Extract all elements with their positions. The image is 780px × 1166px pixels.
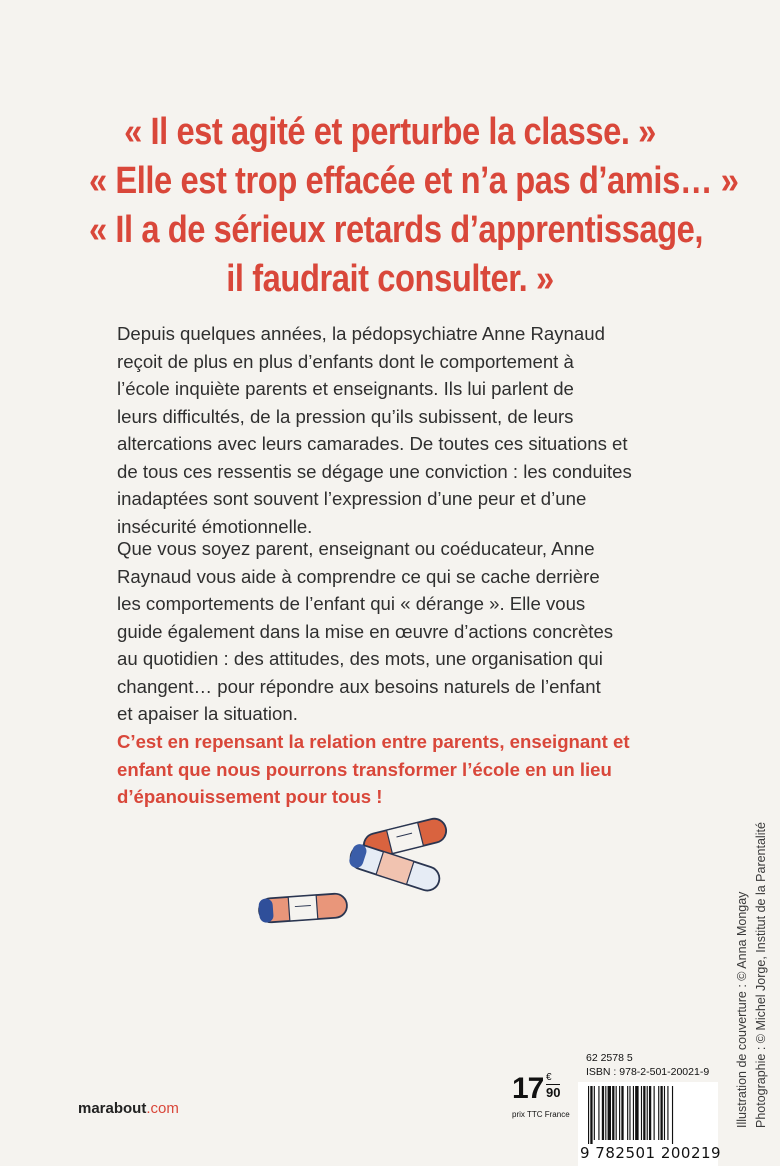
price-note: prix TTC France: [512, 1110, 570, 1119]
description-paragraph-2: [117, 535, 677, 728]
text-line: insécurité émotionnelle.: [117, 515, 313, 537]
text-line: inadaptées sont souvent l’expression d’une peur et d’une: [117, 488, 587, 509]
barcode-digits: 9 782501 200219: [580, 1144, 722, 1162]
credits-vertical: [733, 822, 771, 1128]
text-line: Raynaud vous aide à comprendre ce qui se cache derrière: [117, 565, 600, 587]
price-main: 17: [512, 1072, 544, 1105]
publisher-logo: [78, 1100, 179, 1117]
text-line: leurs difficultés, de la pression qu’ils subissent, de leurs: [117, 405, 574, 427]
text-line: enfant que nous pourrons transformer l’école en un lieu: [117, 758, 612, 780]
text-line: altercations avec leurs camarades. De toutes ces situations et: [117, 433, 628, 454]
quote-line: « Il a de sérieux retards d’apprentissage,: [89, 209, 704, 251]
quote-line: il faudrait consulter. »: [226, 258, 554, 300]
text-line: au quotidien : des attitudes, des mots, une organisation qui: [117, 648, 603, 669]
text-line: l’école inquiète parents et enseignants. Ils lui parlent de: [117, 378, 574, 399]
text-line: et apaiser la situation.: [117, 703, 298, 724]
text-line: les comportements de l’enfant qui « dérange ». Elle vous: [117, 593, 586, 614]
description-paragraph-1: [117, 320, 677, 540]
quote-line: « Elle est trop effacée et n’a pas d’amis… »: [89, 160, 739, 202]
product-code: 62 2578 5: [586, 1052, 633, 1064]
price-tag: [512, 1070, 572, 1126]
price-cents: 90: [546, 1085, 561, 1100]
text-line: Depuis quelques années, la pédopsychiatre Anne Raynaud: [117, 323, 605, 344]
bandages-icon: [255, 810, 455, 930]
isbn-label: ISBN : 978-2-501-20021-9: [586, 1066, 710, 1078]
conclusion-paragraph: [117, 728, 677, 811]
text-line: Que vous soyez parent, enseignant ou coéducateur, Anne: [117, 538, 595, 559]
publisher-name: marabout: [78, 1100, 147, 1117]
text-line: changent… pour répondre aux besoins naturels de l’enfant: [117, 675, 601, 697]
text-line: de tous ces ressentis se dégage une conviction : les conduites: [117, 460, 632, 482]
text-line: C’est en repensant la relation entre parents, enseignant et: [117, 731, 630, 752]
barcode-bars: [586, 1086, 710, 1144]
text-line: guide également dans la mise en œuvre d’actions concrètes: [117, 620, 614, 642]
illustration-credit: Illustration de couverture : © Anna Mongay: [735, 891, 749, 1128]
photo-credit: Photographie : © Michel Jorge, Institut de la Parentalité: [754, 822, 768, 1128]
headline-quotes: [89, 108, 739, 304]
barcode: [578, 1082, 722, 1166]
publisher-suffix: .com: [146, 1100, 179, 1117]
text-line: reçoit de plus en plus d’enfants dont le comportement à: [117, 350, 574, 372]
price-currency: €: [546, 1072, 552, 1083]
quote-line: « Il est agité et perturbe la classe. »: [124, 111, 656, 153]
text-line: d’épanouissement pour tous !: [117, 786, 383, 807]
